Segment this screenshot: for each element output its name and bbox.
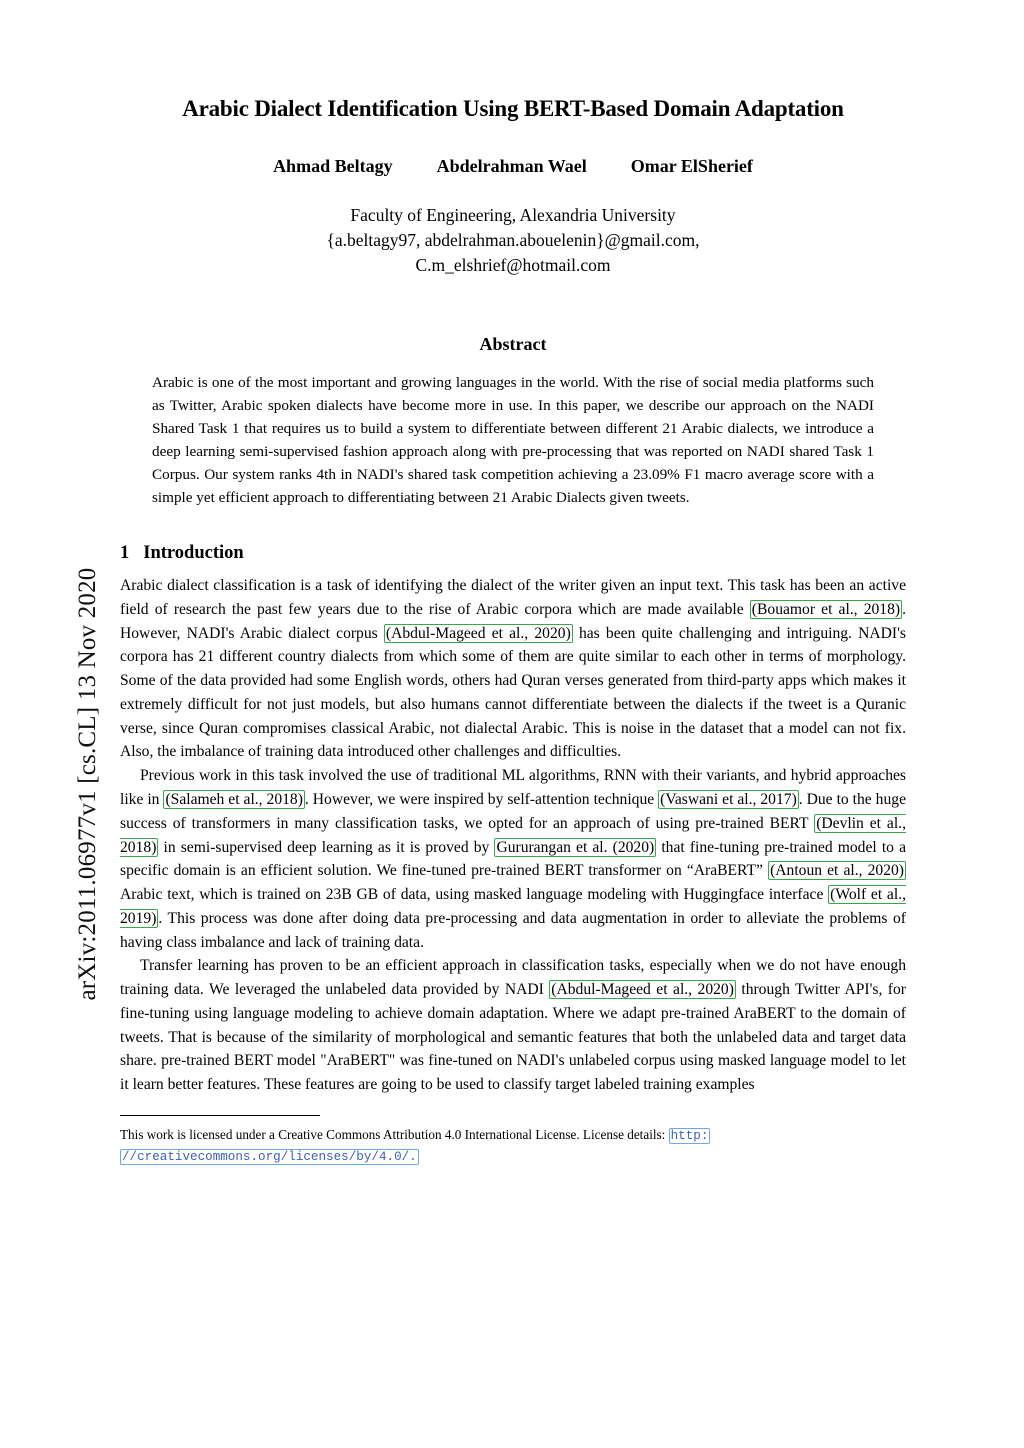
author-3: Omar ElSherief	[630, 156, 753, 176]
text-run: through Twitter API's, for fine-tuning using language modeling to achieve domain adaptation. Where we adapt pre-trained AraBERT to the domain of tweets. That is because of the similarity of morphological and semantic features that both the unlabeled data and target data share. pre-trained BERT model "AraBERT" was fine-tuned on NADI's unlabeled corpus using masked language model to let it learn better features. These features are going to be used to classify target labeled training examples	[120, 981, 906, 1094]
author-1: Ahmad Beltagy	[273, 156, 393, 176]
license-url-link-part1[interactable]: http:	[670, 1128, 709, 1143]
text-run: Arabic text, which is trained on 23B GB of data, using masked language modeling with Huggingface interface	[120, 886, 829, 904]
footnote-divider	[120, 1115, 320, 1116]
paragraph-3	[120, 954, 906, 1097]
affiliation-line-1: Faculty of Engineering, Alexandria University	[350, 205, 676, 225]
author-2: Abdelrahman Wael	[436, 156, 587, 176]
affiliation-line-3: C.m_elshrief@hotmail.com	[415, 254, 611, 275]
citation-vaswani-2017[interactable]: (Vaswani et al., 2017)	[660, 790, 797, 808]
text-run: Previous work in this task involved the use of traditional ML algorithms, RNN with their variants, and hybrid approaches like in	[120, 767, 906, 808]
affiliation-block	[120, 203, 906, 278]
text-run: Transfer learning has proven to be an efficient approach in classification tasks, especially when we do not have enough training data. We leveraged the unlabeled data provided by NADI	[120, 957, 906, 999]
text-run: in semi-supervised deep learning as it is proved by	[158, 838, 495, 856]
text-run: . Due to the huge success of transformers in many classification tasks, we opted for an approach of using pre-trained BERT	[120, 790, 906, 832]
abstract-heading: Abstract	[479, 333, 547, 354]
citation-wolf-2019[interactable]: (Wolf et al., 2019)	[120, 886, 906, 927]
text-run: . This process was done after doing data pre-processing and data augmentation in order to alleviate the problems of having class imbalance and lack of training data.	[120, 909, 906, 951]
citation-abdul-mageed-2020[interactable]: (Abdul-Mageed et al., 2020)	[385, 624, 571, 642]
text-run: . However, NADI's Arabic dialect corpus	[120, 600, 906, 642]
citation-antoun-2020[interactable]: (Antoun et al., 2020)	[770, 862, 904, 880]
license-footnote	[120, 1125, 906, 1168]
citation-salameh-2018[interactable]: (Salameh et al., 2018)	[165, 790, 303, 808]
abstract-text: Arabic is one of the most important and growing languages in the world. With the rise of social media platforms such as Twitter, Arabic spoken dialects have become more in use. In this paper, we describe our approach on the NADI Shared Task 1 that requires us to build a system to differentiate between different 21 Arabic dialects, we introduce a deep learning semi-supervised fashion approach along with pre-processing that was reported on NADI shared Task 1 Corpus. Our system ranks 4th in NADI's shared task competition achieving a 23.09% F1 macro average score with a simple yet efficient approach to differentiating between 21 Arabic Dialects given tweets.	[152, 373, 874, 506]
citation-abdul-mageed-2020-second[interactable]: (Abdul-Mageed et al., 2020)	[551, 981, 734, 999]
section-heading-introduction	[120, 543, 906, 564]
text-run: . However, we were inspired by self-attention technique	[304, 790, 659, 808]
author-list	[120, 156, 906, 177]
text-run: has been quite challenging and intriguing. NADI's corpora has 21 different country dialects from which some of them are quite similar to each other in terms of morphology. Some of the data provided had some English words, others had Quran verses generated from third-party apps which makes it extremely difficult for not just models, but also humans cannot differentiate between the dialects if the tweet is a Quranic verse, since Quran compromises classical Arabic, not dialectal Arabic. This is noise in the dataset that a model can not fix. Also, the imbalance of training data introduced other challenges and difficulties.	[120, 624, 906, 761]
page-title: Arabic Dialect Identification Using BERT-Based Domain Adaptation	[182, 96, 844, 121]
paragraph-1	[120, 574, 906, 764]
footnote-text: This work is licensed under a Creative Commons Attribution 4.0 International License. License details:	[120, 1126, 669, 1142]
section-number: 1	[120, 543, 130, 564]
arxiv-identifier-stamp: arXiv:2011.06977v1 [cs.CL] 13 Nov 2020	[74, 567, 101, 1001]
text-run: Arabic dialect classification is a task of identifying the dialect of the writer given an input text. This task has been an active field of research the past few years due to the rise of Arabic corpora which are made available	[120, 577, 906, 618]
paragraph-2	[120, 764, 906, 954]
affiliation-line-2: {a.beltagy97, abdelrahman.abouelenin}@gmail.com,	[326, 229, 700, 250]
citation-gururangan-2020[interactable]: Gururangan et al. (2020)	[496, 838, 655, 856]
citation-devlin-2018[interactable]: (Devlin et al., 2018)	[120, 814, 906, 856]
text-run: that fine-tuning pre-trained model to a specific domain is an efficient solution. We fine-tuned pre-trained BERT transformer on “AraBERT”	[120, 838, 906, 880]
citation-bouamor-2018[interactable]: (Bouamor et al., 2018)	[751, 600, 901, 618]
license-url-link-part2[interactable]: //creativecommons.org/licenses/by/4.0/.	[122, 1150, 417, 1165]
section-title: Introduction	[143, 543, 244, 564]
paper-content	[120, 96, 906, 1168]
